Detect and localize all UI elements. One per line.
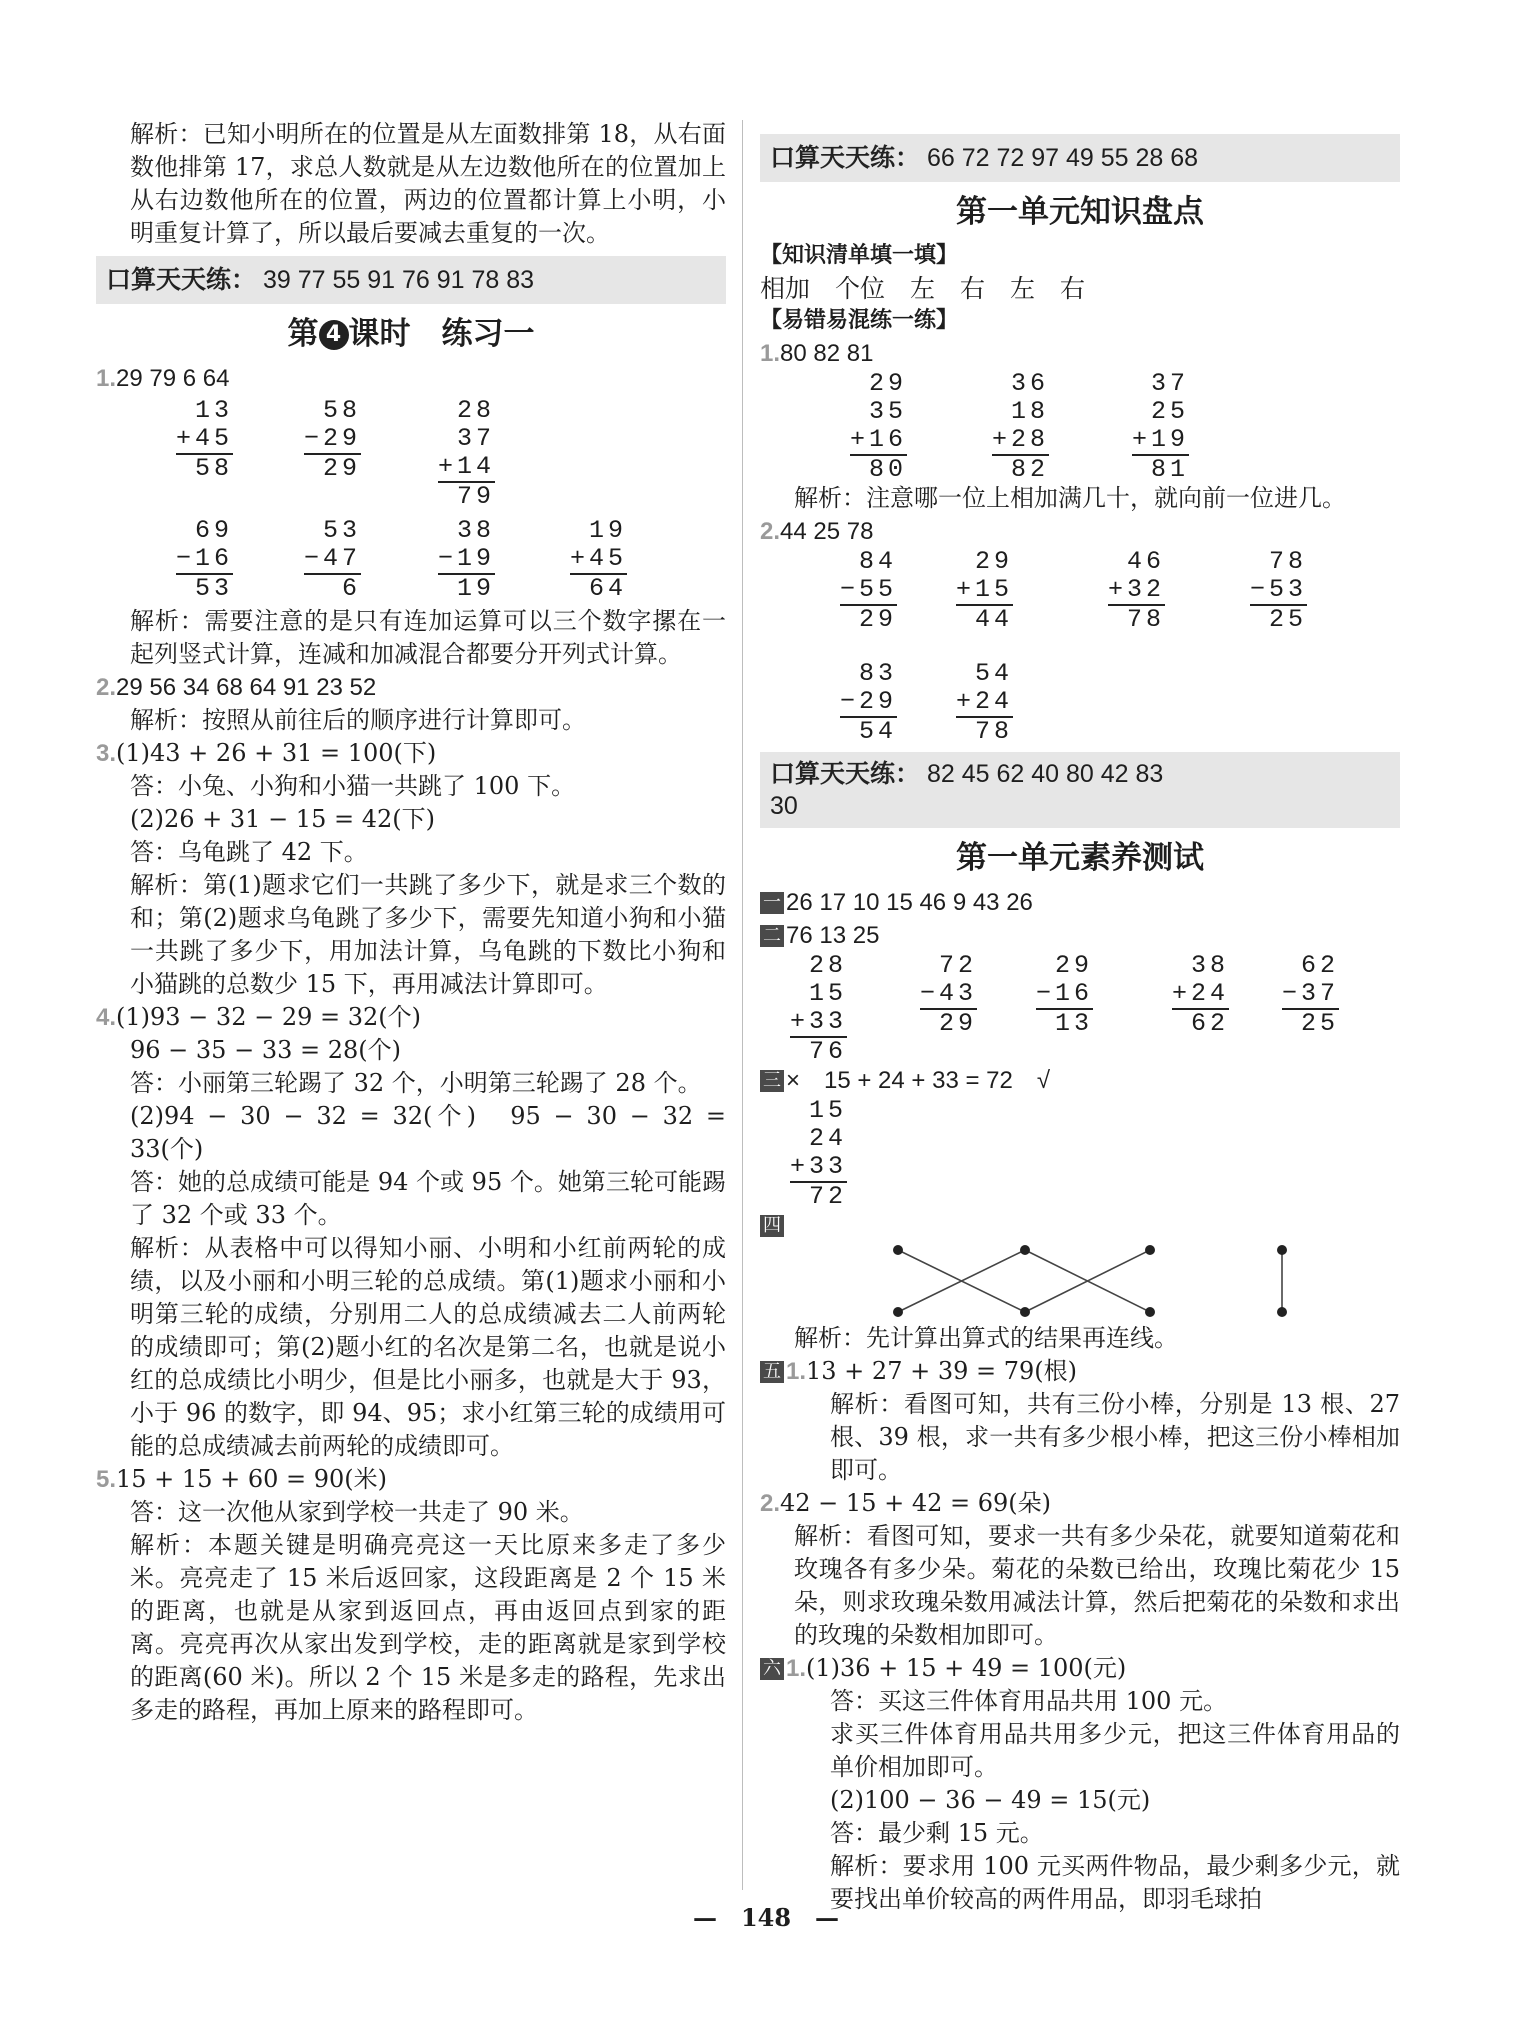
s1-answers: 一 26 17 10 15 46 9 43 26 <box>760 886 1400 919</box>
s2-answers: 二 76 13 25 <box>760 919 1400 952</box>
s6-line5: 答：最少剩 15 元。 <box>830 1819 1044 1847</box>
section-mark: 二 <box>760 925 784 947</box>
match-dot <box>1020 1245 1030 1255</box>
mental-math-practice: 口算天天练： 82 45 62 40 80 42 83 30 <box>760 752 1400 828</box>
e1-answers: 1.80 82 81 <box>760 340 874 367</box>
section-mark: 五 <box>760 1361 784 1383</box>
left-column <box>96 118 726 1727</box>
s4-analysis: 解析：先计算出算式的结果再连线。 <box>794 1324 1178 1352</box>
q5-analysis: 解析：本题关键是明确亮亮这一天比原来多走了多少米。亮亮走了 15 米后返回家，这段距离是 2 个 15 米的距离，也就是从家到返回点，再由返回点到家的距离。亮亮再次从家出发到学校，走的距离就是家到学校的距离(60 米)。所以 2 个 15 米是多走的路程，先求出多走的路程，再加上原来的路程即可。 <box>130 1531 726 1724</box>
s6-analysis: 解析：要求用 100 元买两件物品，最少剩多少元，就要找出单价较高的两件用品，即羽毛球拍 <box>830 1852 1400 1913</box>
q3-line3: (2)26 + 31 − 15 = 42(下) <box>130 805 435 833</box>
section-title: 第一单元素养测试 <box>956 840 1204 876</box>
vertical-calc: 62 −37 25 <box>1282 951 1340 1038</box>
practice-label: 口算天天练： <box>106 265 257 294</box>
section-mark: 三 <box>760 1070 784 1092</box>
s6-q1: 六 1.(1)36 + 15 + 49 = 100(元) <box>760 1652 1400 1685</box>
s6-line2: 答：买这三件体育用品共用 100 元。 <box>830 1687 1228 1715</box>
vertical-calc: 15 24 +33 72 <box>790 1096 848 1211</box>
section-mark: 四 <box>760 1215 784 1237</box>
match-dot <box>1145 1245 1155 1255</box>
s3-vertical-calc <box>760 1097 1400 1209</box>
matching-lines <box>760 1242 1400 1322</box>
e2-vertical-calcs <box>760 548 1400 746</box>
vertical-calc: 46 +32 78 <box>1108 547 1166 634</box>
q4-line5: 答：她的总成绩可能是 94 个或 95 个。她第三轮可能踢了 32 个或 33 个。 <box>130 1168 726 1229</box>
vertical-calc: 28 37 +14 79 <box>438 396 496 511</box>
e1-analysis: 解析：注意哪一位上相加满几十，就向前一位进几。 <box>794 484 1346 512</box>
vertical-calc: 29 −16 13 <box>1036 951 1094 1038</box>
section-mark: 六 <box>760 1658 784 1680</box>
match-dot <box>1277 1307 1287 1317</box>
vertical-calc: 28 15 +33 76 <box>790 951 848 1066</box>
q2-analysis: 解析：按照从前往后的顺序进行计算即可。 <box>130 706 586 734</box>
match-dot <box>1277 1245 1287 1255</box>
vertical-calc: 58 −29 29 <box>304 396 362 483</box>
vertical-calc: 53 −47 6 <box>304 516 362 603</box>
q5-line1: 5.15 + 15 + 60 = 90(米) <box>96 1465 387 1493</box>
q5-line2: 答：这一次他从家到学校一共走了 90 米。 <box>130 1498 584 1526</box>
vertical-calc: 78 −53 25 <box>1250 547 1308 634</box>
s2-vertical-calcs <box>760 952 1400 1064</box>
q3-analysis: 解析：第(1)题求它们一共跳了多少下，就是求三个数的和；第(2)题求乌龟跳了多少下，需要先知道小狗和小猫一共跳了多少下，用加法计算，乌龟跳的下数比小狗和小猫跳的总数少 15 下，再用减法计算即可。 <box>130 871 726 998</box>
section-mark: 一 <box>760 892 784 914</box>
vertical-calc: 83 −29 54 <box>840 659 898 746</box>
s5-q2-analysis: 解析：看图可知，要求一共有多少朵花，就要知道菊花和玫瑰各有多少朵。菊花的朵数已给出，玫瑰比菊花少 15 朵，则求玫瑰朵数用减法计算，然后把菊花的朵数和求出的玫瑰的朵数相加即可。 <box>794 1522 1400 1649</box>
s6-line4: (2)100 − 36 − 49 = 15(元) <box>830 1786 1151 1814</box>
q1-vertical-calcs <box>96 395 726 605</box>
s4-mark-row <box>760 1209 1400 1242</box>
vertical-calc: 13 +45 58 <box>176 396 234 483</box>
vertical-calc: 72 −43 29 <box>920 951 978 1038</box>
s3-answers: 三 × 15 + 24 + 33 = 72 √ <box>760 1064 1400 1097</box>
s5-q1-analysis: 解析：看图可知，共有三份小棒，分别是 13 根、27 根、39 根，求一共有多少根小棒，把这三份小棒相加即可。 <box>830 1390 1400 1484</box>
s5-q2: 2.42 − 15 + 42 = 69(朵) <box>760 1489 1051 1517</box>
vertical-calc: 29 35 +16 80 <box>850 369 908 484</box>
e1-vertical-calcs <box>760 370 1400 482</box>
vertical-calc: 19 +45 64 <box>570 516 628 603</box>
s6-line3: 求买三件体育用品共用多少元，把这三件体育用品的单价相加即可。 <box>830 1720 1400 1781</box>
vertical-calc: 69 −16 53 <box>176 516 234 603</box>
vertical-calc: 84 −55 29 <box>840 547 898 634</box>
q4-analysis: 解析：从表格中可以得知小丽、小明和小红前两轮的成绩，以及小丽和小明三轮的总成绩。第(1)题求小丽和小明第三轮的成绩，分别用二人的总成绩减去二人前两轮的成绩即可；第(2)题小红的名次是第二名，也就是说小红的总成绩比小明少，但是比小丽多，也就是大于 93，小于 96 的数字，即 94、95；求小红第三轮的成绩用可能的总成绩减去前两轮的成绩即可。 <box>130 1234 726 1460</box>
column-divider <box>742 120 743 1890</box>
vertical-calc: 38 −19 19 <box>438 516 496 603</box>
q2-answers: 2.29 56 34 68 64 91 23 52 <box>96 674 377 701</box>
match-dot <box>1145 1307 1155 1317</box>
q3-line1: 3.(1)43 + 26 + 31 = 100(下) <box>96 739 437 767</box>
q3-line4: 答：乌龟跳了 42 下。 <box>130 838 368 866</box>
s5-q1: 五 1.13 + 27 + 39 = 79(根) <box>760 1355 1400 1388</box>
q1-answers: 1.29 79 6 64 <box>96 365 230 392</box>
match-dot <box>893 1245 903 1255</box>
match-dot <box>1020 1307 1030 1317</box>
mental-math-practice: 口算天天练： 66 72 72 97 49 55 28 68 <box>760 134 1400 182</box>
lesson-number-badge: 4 <box>319 320 349 350</box>
right-column <box>760 118 1400 1916</box>
lesson-title: 第 4 课时 练习一 <box>287 316 535 352</box>
vertical-calc: 36 18 +28 82 <box>992 369 1050 484</box>
intro-analysis: 解析：已知小明所在的位置是从左面数排第 18，从右面数他排第 17，求总人数就是从左边数他所在的位置加上从右边数他所在的位置，两边的位置都计算上小明，小明重复计算了，所以最后要减去重复的一次。 <box>130 120 726 247</box>
match-dot <box>893 1307 903 1317</box>
matching-diagram <box>760 1242 1400 1322</box>
vertical-calc: 54 +24 78 <box>956 659 1014 746</box>
q1-analysis: 解析：需要注意的是只有连加运算可以三个数字摞在一起列竖式计算，连减和加减混合都要分开列式计算。 <box>130 607 726 668</box>
e2-answers: 2.44 25 78 <box>760 518 874 545</box>
fill-answers: 相加 个位 左 右 左 右 <box>760 274 1086 303</box>
q4-line1: 4.(1)93 − 32 − 29 = 32(个) <box>96 1003 421 1031</box>
q4-line3: 答：小丽第三轮踢了 32 个，小明第三轮踢了 28 个。 <box>130 1069 702 1097</box>
section-title: 第一单元知识盘点 <box>956 194 1204 230</box>
q4-line2: 96 − 35 − 33 = 28(个) <box>130 1036 401 1064</box>
fill-heading: 【知识清单填一填】 <box>760 243 959 268</box>
vertical-calc: 29 +15 44 <box>956 547 1014 634</box>
vertical-calc: 37 25 +19 81 <box>1132 369 1190 484</box>
page-number: — 148 — <box>692 1903 840 1932</box>
vertical-calc: 38 +24 62 <box>1172 951 1230 1038</box>
error-heading: 【易错易混练一练】 <box>760 308 959 333</box>
q4-line4: (2)94 − 30 − 32 = 32(个) 95 − 30 − 32 = 33(个) <box>130 1102 726 1163</box>
practice-values: 39 77 55 91 76 91 78 83 <box>262 266 535 294</box>
mental-math-practice <box>96 256 726 304</box>
q3-line2: 答：小兔、小狗和小猫一共跳了 100 下。 <box>130 772 576 800</box>
